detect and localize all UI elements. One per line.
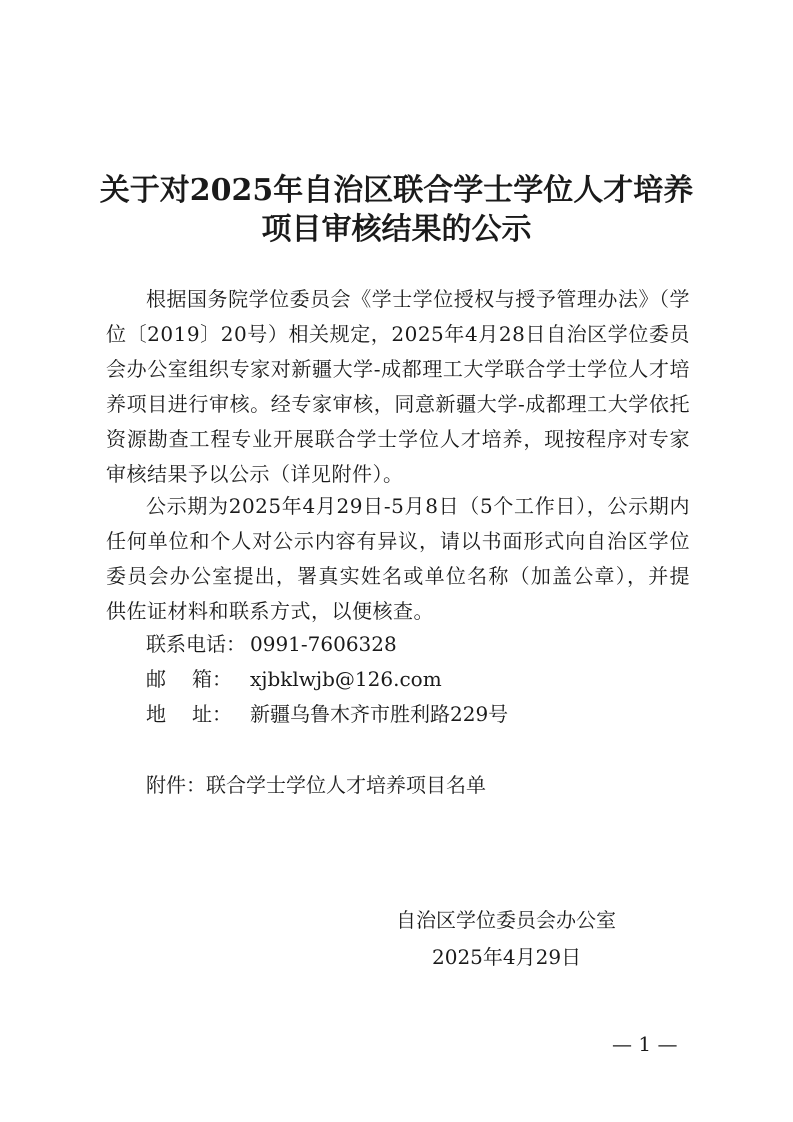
contact-email-label-inner: [146, 662, 232, 697]
body-paragraph-2: 公示期为2025年4月29日-5月8日（5个工作日），公示期内任何单位和个人对公示内容有异议，请以书面形式向自治区学位委员会办公室提出，署真实姓名或单位名称（加盖公章），并提供佐证材料和联系方式，以便核查。: [106, 494, 690, 623]
contact-email-label-char-2: 箱：: [192, 667, 232, 691]
document-title-line-1: 关于对2025年自治区联合学士学位人才培养: [99, 173, 694, 208]
attachment-note: 附件：联合学士学位人才培养项目名单: [146, 773, 486, 797]
contact-address-line: [146, 697, 508, 732]
contact-address-label-inner: [146, 697, 232, 732]
body-paragraph-1: 根据国务院学位委员会《学士学位授权与授予管理办法》（学位〔2019〕20号）相关规定，2025年4月28日自治区学位委员会办公室组织专家对新疆大学-成都理工大学联合学士学位人才培养项目进行审核。经专家审核，同意新疆大学-成都理工大学依托资源勘查工程专业开展联合学士学位人才培养，现按程序对专家审核结果予以公示（详见附件）。: [106, 287, 690, 486]
signature-organization: 自治区学位委员会办公室: [396, 908, 616, 932]
contact-phone-line: [146, 627, 397, 662]
contact-email-label: [146, 662, 250, 697]
contact-address-label-char-1: 地: [146, 702, 166, 726]
contact-phone-label: 联系电话：: [146, 632, 246, 656]
signature-date: 2025年4月29日: [432, 945, 582, 969]
contact-email-label-char-1: 邮: [146, 667, 166, 691]
contact-email-value: xjbklwjb@126.com: [250, 667, 442, 691]
contact-address-value: 新疆乌鲁木齐市胜利路229号: [250, 702, 509, 726]
contact-address-label: [146, 697, 250, 732]
contact-address-label-char-2: 址：: [192, 702, 232, 726]
contact-email-line: [146, 662, 442, 697]
page-number: — 1 —: [612, 1032, 678, 1056]
contact-phone-value: 0991-7606328: [250, 632, 397, 656]
document-title-line-2: 项目审核结果的公示: [261, 212, 532, 247]
